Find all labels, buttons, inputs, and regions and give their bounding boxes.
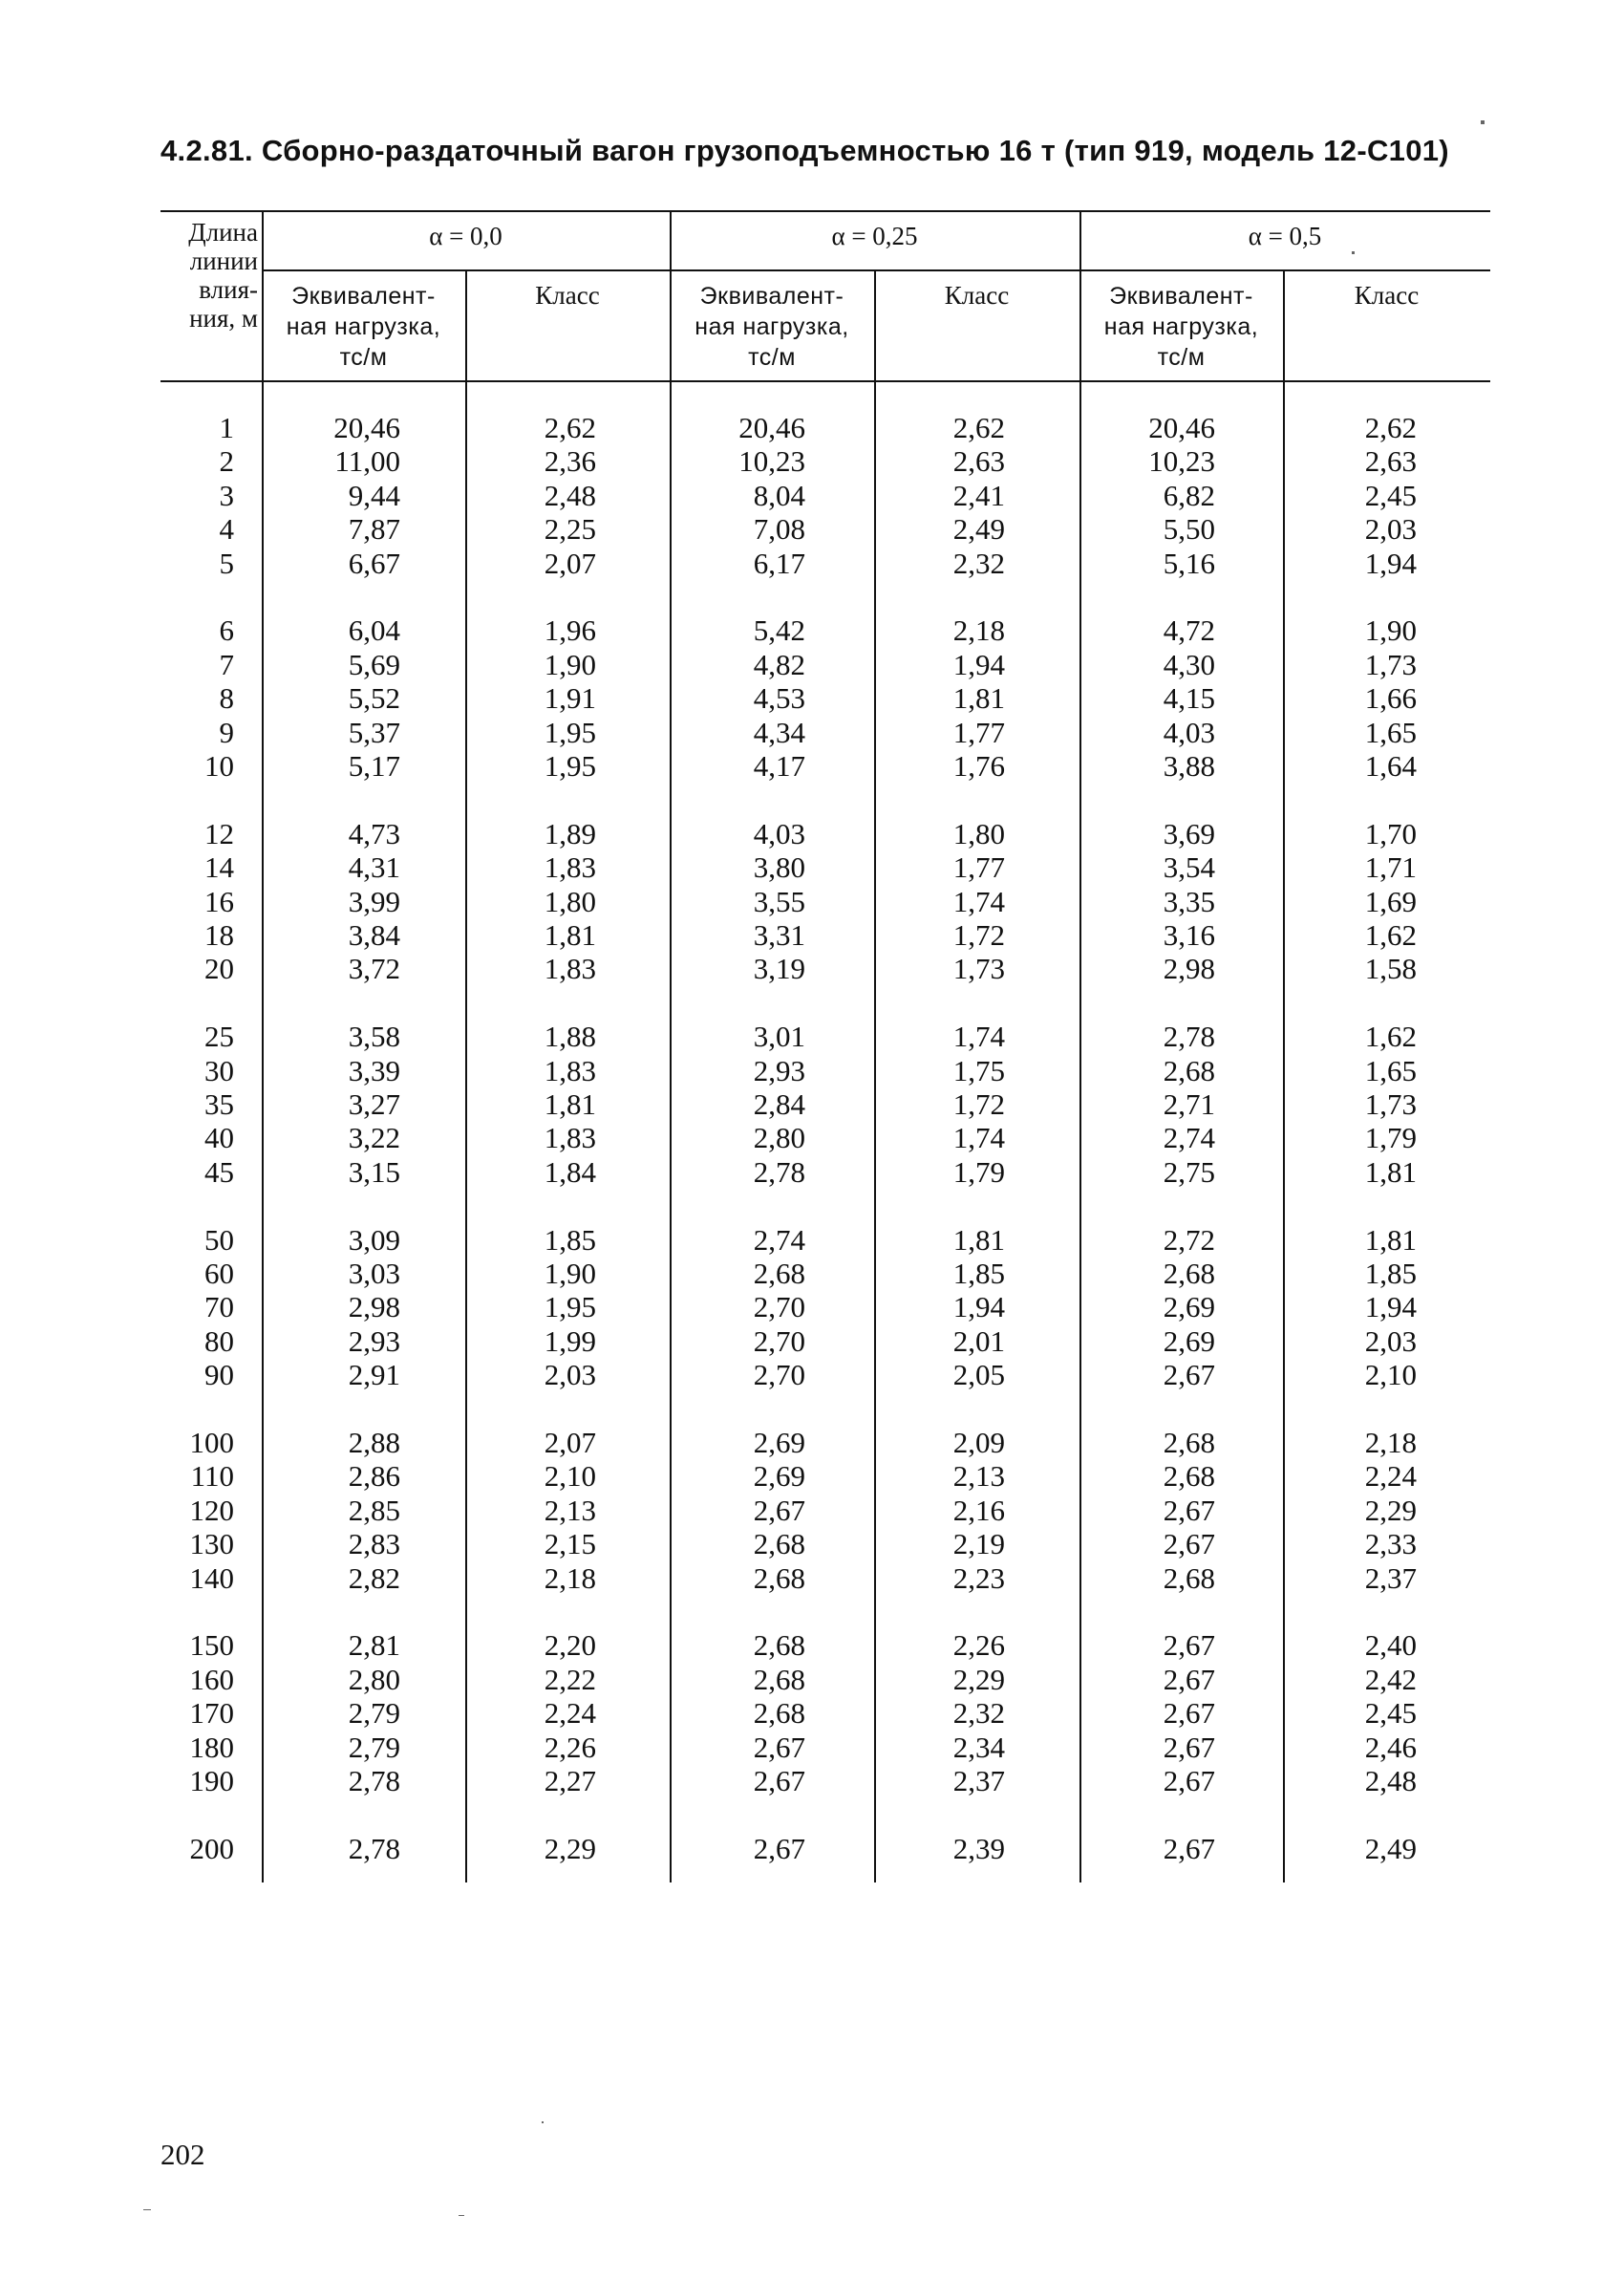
class-cell: 2,42 (1364, 1662, 1417, 1696)
load-cell: 3,58 (348, 1020, 400, 1054)
load-cell: 2,84 (753, 1087, 805, 1121)
class-cell: 1,94 (952, 1290, 1005, 1324)
class-cell: 1,74 (952, 1121, 1005, 1155)
load-cell: 20,46 (738, 411, 805, 444)
class-cell: 2,01 (952, 1323, 1005, 1358)
class-cell: 2,48 (1364, 1764, 1417, 1797)
load-cell: 2,80 (348, 1662, 400, 1696)
length-cell: 90 (204, 1358, 234, 1392)
class-cell: 1,81 (952, 1222, 1005, 1257)
class-cell: 1,81 (544, 918, 596, 952)
class-cell: 2,24 (544, 1696, 596, 1731)
load-cell: 2,68 (1163, 1426, 1215, 1459)
class-cell: 2,29 (952, 1662, 1005, 1696)
class-cell: 2,07 (544, 1426, 596, 1459)
load-cell: 3,54 (1163, 850, 1215, 885)
class-cell: 2,32 (952, 1696, 1005, 1731)
class-cell: 1,81 (1364, 1222, 1417, 1257)
class-cell: 1,95 (544, 715, 596, 749)
class-cell: 1,80 (952, 816, 1005, 850)
load-cell: 2,79 (348, 1696, 400, 1731)
load-cell: 4,82 (753, 647, 805, 681)
length-column-header: Длина (188, 218, 258, 247)
length-cell: 3 (219, 478, 234, 512)
class-cell: 1,96 (544, 613, 596, 648)
load-cell: 2,67 (1163, 1493, 1215, 1527)
load-cell: 3,09 (348, 1222, 400, 1257)
load-cell: 4,53 (753, 681, 805, 716)
load-cell: 4,30 (1163, 647, 1215, 681)
load-cell: 3,69 (1163, 816, 1215, 850)
length-cell: 130 (189, 1527, 234, 1561)
class-cell: 2,10 (1364, 1358, 1417, 1392)
load-cell: 20,46 (1148, 411, 1215, 444)
load-cell: 3,80 (753, 850, 805, 885)
load-cell: 3,72 (348, 952, 400, 986)
class-cell: 2,27 (544, 1764, 596, 1797)
class-cell: 1,74 (952, 884, 1005, 918)
load-cell: 10,23 (1148, 444, 1215, 479)
load-cell: 2,72 (1163, 1222, 1215, 1257)
load-cell: 3,88 (1163, 749, 1215, 783)
load-cell: 2,79 (348, 1730, 400, 1764)
load-cell: 3,01 (753, 1020, 805, 1054)
length-cell: 50 (204, 1222, 234, 1257)
class-cell: 2,48 (544, 478, 596, 512)
class-cell: 1,88 (544, 1020, 596, 1054)
class-cell: 1,94 (1364, 546, 1417, 580)
length-cell: 16 (204, 884, 234, 918)
load-cell: 3,99 (348, 884, 400, 918)
load-cell: 3,03 (348, 1257, 400, 1290)
length-cell: 5 (219, 546, 234, 580)
load-cell: 2,78 (1163, 1020, 1215, 1054)
load-cell: 9,44 (348, 478, 400, 512)
scan-speck (1352, 251, 1355, 254)
load-cell: 2,67 (1163, 1662, 1215, 1696)
length-cell: 110 (190, 1459, 234, 1494)
class-cell: 1,73 (952, 952, 1005, 986)
load-cell: 2,68 (753, 1560, 805, 1595)
class-cell: 1,91 (544, 681, 596, 716)
load-cell: 2,74 (753, 1222, 805, 1257)
class-cell: 2,62 (952, 411, 1005, 444)
load-cell: 2,69 (753, 1426, 805, 1459)
header-bottom-rule (160, 380, 1490, 382)
load-cell: 2,88 (348, 1426, 400, 1459)
load-cell: 2,67 (753, 1493, 805, 1527)
load-cell: 2,70 (753, 1323, 805, 1358)
class-cell: 1,81 (544, 1087, 596, 1121)
class-cell: 1,95 (544, 1290, 596, 1324)
class-cell: 2,15 (544, 1527, 596, 1561)
class-cell: 1,77 (952, 715, 1005, 749)
equivalent-load-header: тс/м (1157, 344, 1206, 371)
class-cell: 1,62 (1364, 1020, 1417, 1054)
table-title: 4.2.81. Сборно-раздаточный вагон грузоподъемностью 16 т (тип 919, модель 12-С101) (160, 134, 1449, 167)
length-cell: 170 (189, 1696, 234, 1731)
class-cell: 1,62 (1364, 918, 1417, 952)
class-cell: 2,49 (1364, 1831, 1417, 1865)
equivalent-load-header: ная нагрузка, (286, 313, 441, 340)
class-cell: 1,83 (544, 1121, 596, 1155)
load-cell: 2,82 (348, 1560, 400, 1595)
length-column-header: линии (189, 247, 258, 275)
load-cell: 2,80 (753, 1121, 805, 1155)
length-cell: 18 (204, 918, 234, 952)
length-cell: 150 (189, 1628, 234, 1663)
load-cell: 2,70 (753, 1290, 805, 1324)
class-cell: 1,77 (952, 850, 1005, 885)
class-cell: 2,10 (544, 1459, 596, 1494)
class-cell: 2,03 (1364, 512, 1417, 547)
length-cell: 20 (204, 952, 234, 986)
length-cell: 9 (219, 715, 234, 749)
class-cell: 2,22 (544, 1662, 596, 1696)
load-cell: 2,67 (1163, 1527, 1215, 1561)
class-cell: 1,80 (544, 884, 596, 918)
class-cell: 1,79 (952, 1154, 1005, 1189)
load-cell: 2,67 (753, 1730, 805, 1764)
load-cell: 2,68 (753, 1696, 805, 1731)
class-cell: 1,66 (1364, 681, 1417, 716)
class-cell: 2,16 (952, 1493, 1005, 1527)
class-cell: 1,75 (952, 1053, 1005, 1087)
length-cell: 8 (219, 681, 234, 716)
load-cell: 2,86 (348, 1459, 400, 1494)
class-cell: 1,90 (544, 647, 596, 681)
class-cell: 1,83 (544, 850, 596, 885)
alpha-group-header: α = 0,25 (831, 222, 918, 250)
length-cell: 10 (204, 749, 234, 783)
length-cell: 30 (204, 1053, 234, 1087)
load-cell: 2,91 (348, 1358, 400, 1392)
equivalent-load-header: тс/м (339, 344, 388, 371)
load-cell: 7,08 (753, 512, 805, 547)
load-cell: 2,68 (1163, 1053, 1215, 1087)
load-cell: 4,03 (753, 816, 805, 850)
class-header: Класс (944, 281, 1010, 310)
class-cell: 2,32 (952, 546, 1005, 580)
load-cell: 2,68 (1163, 1459, 1215, 1494)
class-cell: 2,62 (544, 411, 596, 444)
scan-speck (542, 2121, 544, 2123)
class-cell: 1,90 (1364, 613, 1417, 648)
load-cell: 5,42 (753, 613, 805, 648)
load-cell: 6,04 (348, 613, 400, 648)
class-cell: 1,99 (544, 1323, 596, 1358)
load-cell: 2,85 (348, 1493, 400, 1527)
load-cell: 4,17 (753, 749, 805, 783)
class-cell: 1,84 (544, 1154, 596, 1189)
load-cell: 3,27 (348, 1087, 400, 1121)
class-cell: 1,73 (1364, 1087, 1417, 1121)
class-cell: 2,63 (952, 444, 1005, 479)
load-cell: 2,70 (753, 1358, 805, 1392)
load-cell: 5,69 (348, 647, 400, 681)
class-cell: 1,85 (1364, 1257, 1417, 1290)
class-cell: 2,23 (952, 1560, 1005, 1595)
load-cell: 3,55 (753, 884, 805, 918)
load-cell: 4,31 (348, 850, 400, 885)
load-cell: 2,69 (753, 1459, 805, 1494)
class-cell: 2,29 (544, 1831, 596, 1865)
class-cell: 2,26 (952, 1628, 1005, 1663)
length-cell: 120 (189, 1493, 234, 1527)
load-cell: 6,17 (753, 546, 805, 580)
class-cell: 1,72 (952, 1087, 1005, 1121)
equivalent-load-header: тс/м (748, 344, 796, 371)
class-cell: 1,83 (544, 952, 596, 986)
class-cell: 1,58 (1364, 952, 1417, 986)
load-cell: 2,78 (348, 1831, 400, 1865)
length-cell: 35 (204, 1087, 234, 1121)
load-cell: 5,17 (348, 749, 400, 783)
load-cell: 5,37 (348, 715, 400, 749)
load-cell: 5,16 (1163, 546, 1215, 580)
class-cell: 1,73 (1364, 647, 1417, 681)
class-cell: 1,94 (952, 647, 1005, 681)
equivalent-load-header: Эквивалент- (1109, 283, 1253, 310)
load-cell: 2,98 (1163, 952, 1215, 986)
class-cell: 1,70 (1364, 816, 1417, 850)
class-cell: 2,18 (952, 613, 1005, 648)
load-cell: 3,22 (348, 1121, 400, 1155)
class-cell: 2,49 (952, 512, 1005, 547)
load-cell: 2,67 (753, 1831, 805, 1865)
class-header: Класс (535, 281, 600, 310)
class-cell: 1,85 (544, 1222, 596, 1257)
load-cell: 7,87 (348, 512, 400, 547)
length-cell: 14 (204, 850, 234, 885)
length-cell: 200 (189, 1831, 234, 1865)
equivalent-load-header: ная нагрузка, (694, 313, 849, 340)
load-cell: 8,04 (753, 478, 805, 512)
load-cell: 4,73 (348, 816, 400, 850)
class-cell: 2,18 (544, 1560, 596, 1595)
class-cell: 2,41 (952, 478, 1005, 512)
load-cell: 3,31 (753, 918, 805, 952)
scan-speck (143, 2209, 151, 2210)
class-cell: 1,79 (1364, 1121, 1417, 1155)
load-cell: 2,78 (348, 1764, 400, 1797)
load-cell: 3,84 (348, 918, 400, 952)
length-cell: 6 (219, 613, 234, 648)
load-cell: 3,15 (348, 1154, 400, 1189)
header-mid-rule (262, 269, 1490, 271)
length-cell: 180 (189, 1730, 234, 1764)
length-cell: 160 (189, 1662, 234, 1696)
class-cell: 2,33 (1364, 1527, 1417, 1561)
alpha-group-header: α = 0,5 (1248, 222, 1322, 250)
load-cell: 4,03 (1163, 715, 1215, 749)
class-cell: 2,19 (952, 1527, 1005, 1561)
class-cell: 2,34 (952, 1730, 1005, 1764)
load-cell: 3,19 (753, 952, 805, 986)
load-cell: 2,81 (348, 1628, 400, 1663)
length-cell: 100 (189, 1426, 234, 1459)
load-cell: 6,82 (1163, 478, 1215, 512)
length-cell: 12 (204, 816, 234, 850)
equivalent-load-header: Эквивалент- (291, 283, 436, 310)
class-cell: 2,45 (1364, 478, 1417, 512)
length-cell: 4 (219, 512, 234, 547)
load-cell: 2,78 (753, 1154, 805, 1189)
equivalent-load-header: ная нагрузка, (1103, 313, 1259, 340)
load-cell: 6,67 (348, 546, 400, 580)
class-header: Класс (1354, 281, 1420, 310)
class-cell: 2,37 (952, 1764, 1005, 1797)
class-cell: 2,63 (1364, 444, 1417, 479)
load-cell: 2,67 (753, 1764, 805, 1797)
class-cell: 2,13 (952, 1459, 1005, 1494)
load-cell: 4,72 (1163, 613, 1215, 648)
load-cell: 2,68 (753, 1662, 805, 1696)
load-cell: 2,67 (1163, 1831, 1215, 1865)
class-cell: 2,09 (952, 1426, 1005, 1459)
class-cell: 1,64 (1364, 749, 1417, 783)
length-cell: 70 (204, 1290, 234, 1324)
load-cell: 2,67 (1163, 1628, 1215, 1663)
load-cell: 11,00 (334, 444, 400, 479)
class-cell: 1,65 (1364, 715, 1417, 749)
class-cell: 1,94 (1364, 1290, 1417, 1324)
load-cell: 2,67 (1163, 1730, 1215, 1764)
class-cell: 1,65 (1364, 1053, 1417, 1087)
alpha-group-header: α = 0,0 (429, 222, 502, 250)
load-cell: 20,46 (333, 411, 400, 444)
class-cell: 1,81 (952, 681, 1005, 716)
length-cell: 140 (189, 1560, 234, 1595)
equivalent-load-header: Эквивалент- (699, 283, 844, 310)
load-cell: 2,67 (1163, 1764, 1215, 1797)
class-cell: 1,90 (544, 1257, 596, 1290)
load-cell: 10,23 (738, 444, 805, 479)
length-cell: 2 (219, 444, 234, 479)
length-cell: 60 (204, 1257, 234, 1290)
class-cell: 2,03 (1364, 1323, 1417, 1358)
class-cell: 1,74 (952, 1020, 1005, 1054)
load-cell: 4,34 (753, 715, 805, 749)
class-cell: 2,03 (544, 1358, 596, 1392)
load-cell: 3,35 (1163, 884, 1215, 918)
length-cell: 45 (204, 1154, 234, 1189)
load-cell: 2,74 (1163, 1121, 1215, 1155)
load-cell: 2,69 (1163, 1290, 1215, 1324)
load-cell: 2,68 (1163, 1560, 1215, 1595)
class-cell: 2,07 (544, 546, 596, 580)
class-cell: 2,13 (544, 1493, 596, 1527)
load-cell: 2,67 (1163, 1696, 1215, 1731)
load-cell: 2,93 (753, 1053, 805, 1087)
load-cell: 2,93 (348, 1323, 400, 1358)
class-cell: 2,62 (1364, 411, 1417, 444)
load-cell: 2,75 (1163, 1154, 1215, 1189)
class-cell: 2,18 (1364, 1426, 1417, 1459)
class-cell: 1,85 (952, 1257, 1005, 1290)
class-cell: 1,83 (544, 1053, 596, 1087)
length-cell: 80 (204, 1323, 234, 1358)
load-cell: 2,71 (1163, 1087, 1215, 1121)
class-cell: 1,95 (544, 749, 596, 783)
class-cell: 2,37 (1364, 1560, 1417, 1595)
class-cell: 2,46 (1364, 1730, 1417, 1764)
class-cell: 1,69 (1364, 884, 1417, 918)
scan-speck (1481, 120, 1485, 124)
length-cell: 190 (189, 1764, 234, 1797)
length-cell: 7 (219, 647, 234, 681)
load-cell: 2,68 (753, 1257, 805, 1290)
header-top-rule (160, 210, 1490, 212)
load-cell: 2,69 (1163, 1323, 1215, 1358)
class-cell: 2,20 (544, 1628, 596, 1663)
load-cell: 5,52 (348, 681, 400, 716)
class-cell: 2,36 (544, 444, 596, 479)
class-cell: 1,71 (1364, 850, 1417, 885)
class-cell: 2,26 (544, 1730, 596, 1764)
length-cell: 40 (204, 1121, 234, 1155)
length-cell: 25 (204, 1020, 234, 1054)
scan-speck (459, 2215, 464, 2216)
length-column-header: ния, м (189, 304, 258, 333)
length-column-header: влия- (199, 275, 258, 304)
load-cell: 2,68 (753, 1527, 805, 1561)
load-cell: 2,67 (1163, 1358, 1215, 1392)
class-cell: 1,72 (952, 918, 1005, 952)
class-cell: 2,40 (1364, 1628, 1417, 1663)
length-cell: 1 (219, 411, 234, 444)
class-cell: 2,45 (1364, 1696, 1417, 1731)
load-cell: 2,98 (348, 1290, 400, 1324)
load-cell: 2,68 (1163, 1257, 1215, 1290)
page-number: 202 (160, 2138, 205, 2171)
class-cell: 1,76 (952, 749, 1005, 783)
class-cell: 1,89 (544, 816, 596, 850)
class-cell: 2,24 (1364, 1459, 1417, 1494)
class-cell: 2,25 (544, 512, 596, 547)
load-cell: 3,39 (348, 1053, 400, 1087)
load-cell: 4,15 (1163, 681, 1215, 716)
class-cell: 2,29 (1364, 1493, 1417, 1527)
class-cell: 1,81 (1364, 1154, 1417, 1189)
class-cell: 2,05 (952, 1358, 1005, 1392)
load-cell: 5,50 (1163, 512, 1215, 547)
load-cell: 3,16 (1163, 918, 1215, 952)
class-cell: 2,39 (952, 1831, 1005, 1865)
load-cell: 2,68 (753, 1628, 805, 1663)
load-cell: 2,83 (348, 1527, 400, 1561)
